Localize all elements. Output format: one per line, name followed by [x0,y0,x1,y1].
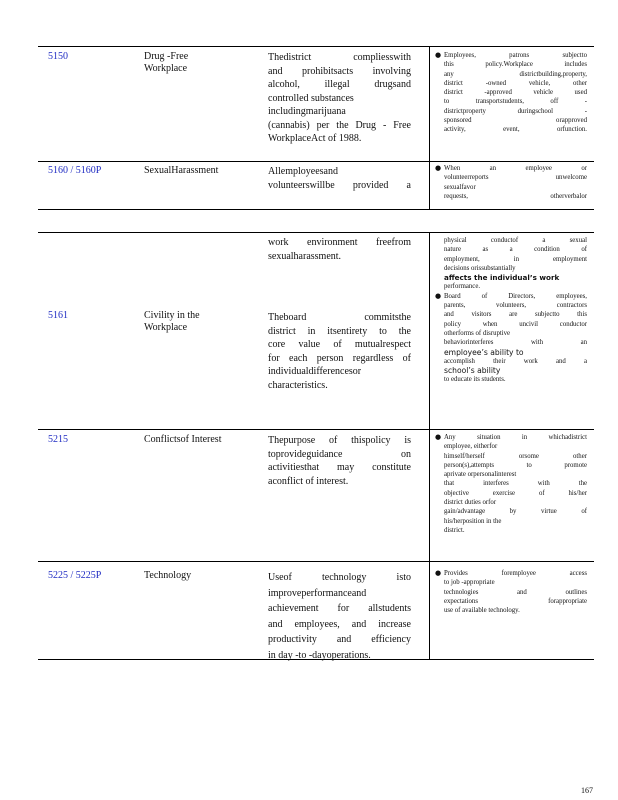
policy-number: 5150 [48,51,68,62]
policy-examples [435,433,587,535]
table-row [38,235,594,429]
list-item: ● Provides foremployee access to job -appropriate technologies and outlines expectations forappropriate use of available technology. [435,569,587,615]
policy-name: Technology [144,570,192,581]
policy-examples [435,569,587,615]
policy-examples [435,164,587,201]
list-item: ● When an employee or volunteerreports unwelcome sexualfavor requests, otherverbalor [435,164,587,200]
list-item-continued: physical conductof a sexual nature as a condition of employment, in employment decisions orissubstantially affects the individual’s work performance. [444,237,587,291]
bullet-icon: ● [435,164,442,172]
list-item: ● Board of Directors, employees, parents, volunteers, contractors and visitors are subjectto this policy when uncivil conductor otherforms of disruptive behaviorinterferes with an employee’s ability to accomplish their work and a school’s ability to educate its students. [435,291,587,384]
policy-name: Civility in the Workplace [144,310,200,333]
policy-table-bottom [38,232,594,660]
policy-description: Thepurpose of thispolicy is toprovideguidance on activitiesthat may constitute aconflict of interest. [268,435,411,487]
policy-number: 5161 [48,310,68,321]
policy-examples [435,51,587,135]
bullet-icon: ● [435,569,442,577]
page-number: 167 [581,786,593,795]
policy-name: Drug -Free Workplace [144,51,189,74]
policy-description: Allemployeesand volunteerswillbe provided a [268,166,411,191]
policy-description: Useof technology isto improveperformanceand achievement for allstudents and employees, and increase productivity and efficiency in day -to -dayoperations. [268,572,411,661]
list-item: ● Employees, patrons subjectto this policy.Workplace includes any districtbuilding,property, district -owned vehicle, other district -approved vehicle used to transportstudents, off - districtproperty duringschool - sponsored orapproved activity, event, orfunction. [435,51,587,134]
policy-name: SexualHarassment [144,165,219,176]
policy-description: Thedistrict compliesswith and prohibitsacts involving alcohol, illegal drugsand controlled substances includingmarijuana (cannabis) per the Drug - Free WorkplaceAct of 1988. [268,52,411,144]
list-item: ● Any situation in whichadistrict employee, eitherfor himself/herself orsome other person(s),attempts to promote aprivate orpersonalinterest that interferes with the objective exercise of his/her district duties orfor gain/advantage by virtue of his/herposition in the district. [435,433,587,534]
table-row [38,161,594,208]
policy-number: 5215 [48,434,68,445]
table-row [38,51,594,161]
policy-number: 5225 / 5225P [48,570,102,581]
policy-examples [435,236,587,385]
policy-description-continued: work environment freefrom sexualharassment. [268,237,411,262]
bullet-icon: ● [435,433,442,441]
bullet-icon: ● [435,51,442,59]
policy-number: 5160 / 5160P [48,165,102,176]
bullet-icon: ● [435,291,442,300]
policy-name: Conflictsof Interest [144,434,222,445]
table-row [38,561,594,661]
policy-table-top [38,46,594,210]
table-row [38,429,594,562]
policy-description: Theboard commitsthe district in itsentirety to the core value of mutualrespect for each person regardless of individualdifferencesor characteristics. [268,312,411,391]
